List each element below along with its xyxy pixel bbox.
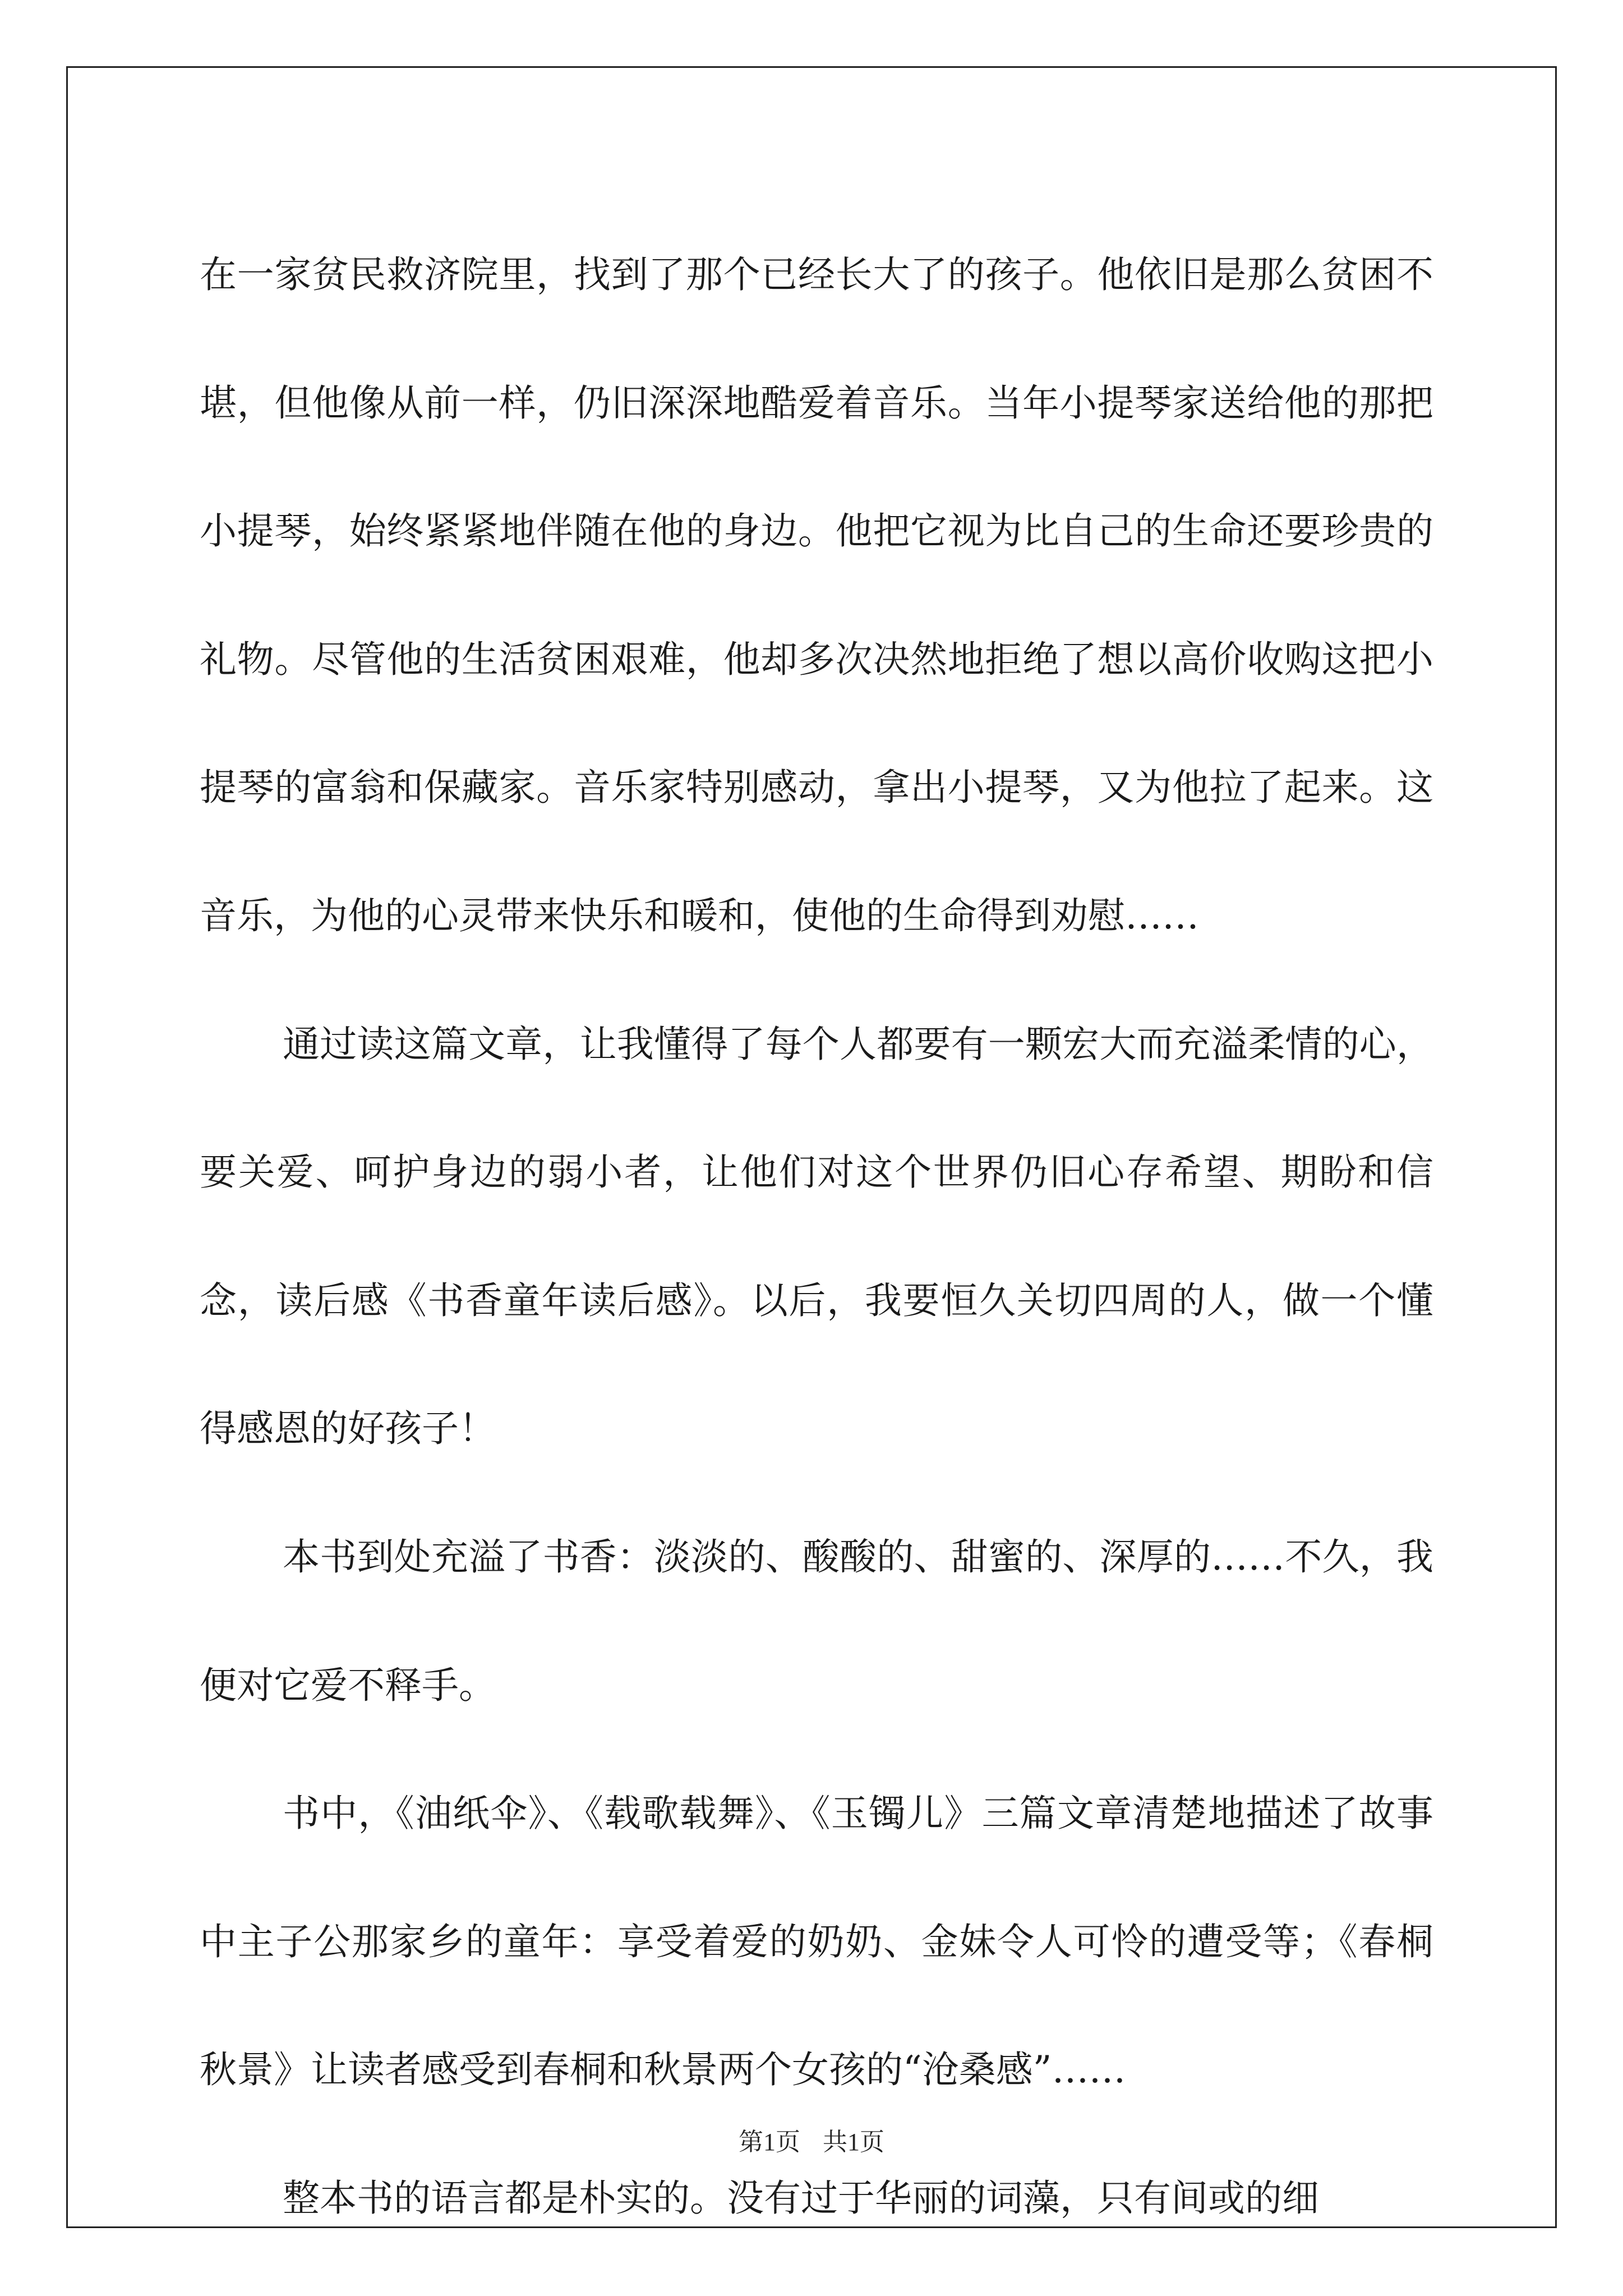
paragraph-4: 书中，《油纸伞》、《载歌载舞》、《玉镯儿》三篇文章清楚地描述了故事中主子公那家乡的童年：享受着爱的奶奶、金妹令人可怜的遭受等；《春桐秋景》让读者感受到春桐和秋景两个女孩的“沧桑感”…… (200, 1792, 1433, 2092)
paragraph-1: 在一家贫民救济院里，找到了那个已经长大了的孩子。他依旧是那么贫困不堪，但他像从前一样，仍旧深深地酷爱着音乐。当年小提琴家送给他的那把小提琴，始终紧紧地伴随在他的身边。他把它视为比自己的生命还要珍贵的礼物。尽管他的生活贫困艰难，他却多次决然地拒绝了想以高价收购这把小提琴的富翁和保藏家。音乐家特别感动，拿出小提琴，又为他拉了起来。这音乐，为他的心灵带来快乐和暖和，使他的生命得到劝慰…… (200, 253, 1433, 937)
page-footer (0, 2122, 1623, 2157)
page-number: 第1页 (739, 2128, 800, 2156)
paragraph-2: 通过读这篇文章，让我懂得了每个人都要有一颗宏大而充溢柔情的心，要关爱、呵护身边的弱小者，让他们对这个世界仍旧心存希望、期盼和信念，读后感《书香童年读后感》。以后，我要恒久关切四周的人，做一个懂得感恩的好孩子！ (200, 1022, 1433, 1451)
document-body (200, 211, 1433, 2263)
paragraph-3: 本书到处充溢了书香：淡淡的、酸酸的、甜蜜的、深厚的……不久，我便对它爱不释手。 (200, 1535, 1433, 1707)
page-total: 共1页 (823, 2128, 884, 2156)
paragraph-5: 整本书的语言都是朴实的。没有过于华丽的词藻，只有间或的细 (283, 2176, 1319, 2220)
